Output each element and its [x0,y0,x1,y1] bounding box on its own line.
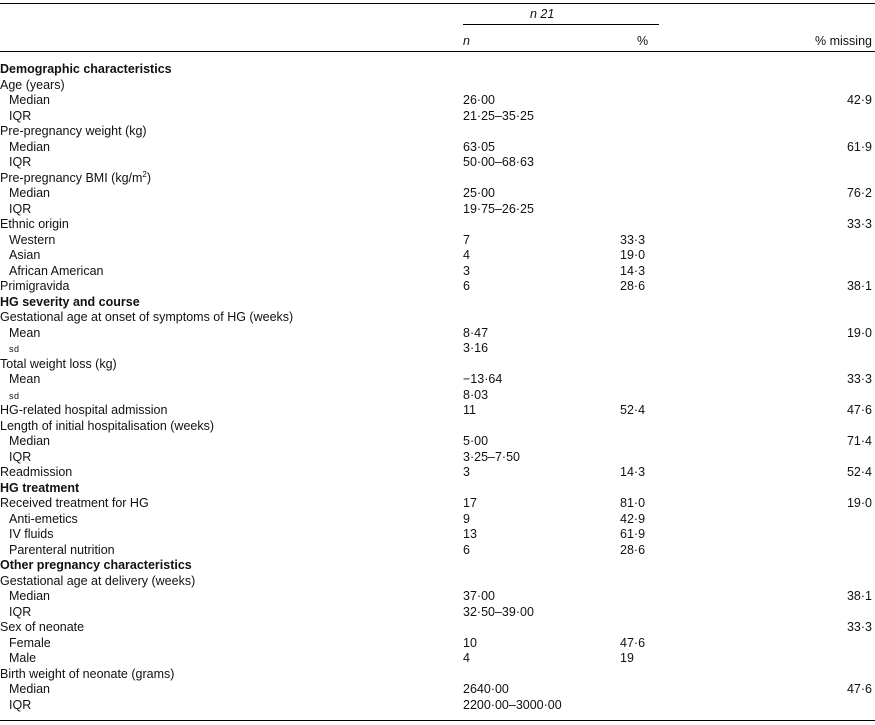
cell-percent: 33·3 [620,232,646,247]
row-label-text: Sex of neonate [0,620,85,634]
table-row [0,233,875,249]
table-row [0,326,875,342]
row-label [0,620,84,636]
cell-missing: 47·6 [846,403,872,417]
table-row [0,434,875,450]
cell-percent: 81·0 [620,496,646,510]
cell-missing: 33·3 [846,217,872,231]
row-label [9,186,50,202]
cell-n: 32·50–39·00 [463,604,534,619]
row-label [0,419,214,435]
header-n-total-text: n 21 [530,7,555,21]
row-label [0,574,195,590]
cell-missing: 19·0 [846,496,872,510]
row-label-text: HG-related hospital admission [0,403,168,417]
row-label-end: ) [146,170,152,185]
table-row [0,682,875,698]
row-label-text: IQR [9,604,32,619]
row-label [9,155,31,171]
row-label-text: sd [9,344,20,354]
cell-percent: 19 [620,651,634,665]
row-label [9,109,31,125]
table-row [0,605,875,621]
row-label [9,605,31,621]
row-label-text: Mean [9,372,41,386]
row-label-text: sd [9,390,20,401]
row-label [0,171,151,187]
cell-n: 9 [463,511,470,526]
row-label-text: IQR [9,697,32,712]
cell-n: −13·64 [463,372,503,386]
cell-missing: 61·9 [846,139,872,154]
table-row [0,698,875,714]
row-label [9,326,40,342]
row-label-text: Parenteral nutrition [9,542,115,557]
cell-percent: 14·3 [620,263,646,278]
cell-n: 50·00–68·63 [463,155,534,169]
row-label-text: Other pregnancy characteristics [0,558,192,572]
cell-n: 17 [463,496,477,510]
row-label-text: IV fluids [9,527,54,541]
row-label-text: Gestational age at onset of symptoms of HG (weeks) [0,310,294,324]
row-label-text: HG severity and course [0,294,140,309]
row-label [0,62,172,78]
table-row [0,651,875,667]
row-label-text: Median [9,93,50,107]
cell-n: 63·05 [463,139,495,154]
row-label [9,140,50,156]
cell-n: 4 [463,651,470,665]
row-label-text: Female [9,635,51,650]
table-row [0,574,875,590]
cell-percent: 42·9 [620,511,646,526]
table-row [0,202,875,218]
row-label-text: Median [9,434,50,448]
header-n [463,33,470,49]
cell-n: 3 [463,465,470,479]
row-label [9,388,20,405]
row-label-text: IQR [9,155,32,169]
cell-percent: 61·9 [620,527,646,541]
row-label-text: Median [9,186,50,200]
table-row [0,527,875,543]
cell-n: 2200·00–3000·00 [463,697,562,712]
header-n-rule [463,24,659,25]
row-label [9,651,36,667]
table-row [0,543,875,559]
cell-n: 8·47 [463,325,489,340]
row-label [9,341,20,358]
table-row [0,388,875,404]
cell-missing: 19·0 [846,325,872,340]
cell-percent: 47·6 [620,635,646,650]
row-label [9,589,50,605]
cell-missing: 38·1 [846,279,872,293]
table-row [0,248,875,264]
row-label-text: Median [9,682,50,696]
table-row [0,667,875,683]
cell-missing: 47·6 [846,682,872,696]
cell-missing: 38·1 [846,589,872,603]
row-label [9,682,50,698]
row-label [9,527,53,543]
row-label [0,667,174,683]
section-header-row [0,558,875,574]
row-label-text: Birth weight of neonate (grams) [0,666,175,681]
table-row [0,496,875,512]
cell-missing: 33·3 [846,372,872,386]
row-label-text: Median [9,139,50,154]
cell-n: 4 [463,248,470,262]
cell-n: 5·00 [463,434,489,448]
row-label-text: Readmission [0,465,73,479]
row-label-text: Primigravida [0,279,70,293]
section-header-row [0,481,875,497]
cell-n: 3·25–7·50 [463,449,520,464]
cell-missing: 52·4 [846,465,872,479]
header-n-text: n [463,34,470,48]
row-label-text: HG treatment [0,480,80,495]
row-label-text: Length of initial hospitalisation (weeks) [0,418,215,433]
row-label [0,465,72,481]
cell-percent: 14·3 [620,465,646,479]
table-row [0,279,875,295]
cell-n: 19·75–26·25 [463,201,534,216]
table-row [0,78,875,94]
cell-n: 3 [463,263,470,278]
cell-percent: 19·0 [620,248,646,262]
row-label-text: IQR [9,108,32,123]
header-bottom-rule [0,51,875,52]
table-row [0,450,875,466]
cell-n: 6 [463,542,470,557]
table-row [0,465,875,481]
row-label [9,450,31,466]
table-row [0,109,875,125]
row-label [9,248,40,264]
table-row [0,589,875,605]
table-row [0,636,875,652]
cell-percent: 28·6 [620,542,646,557]
cell-n: 2640·00 [463,682,509,696]
table-row [0,620,875,636]
row-label-text: Anti-emetics [9,511,78,526]
row-label-text: Mean [9,325,41,340]
row-label-text: Western [9,232,56,247]
row-label-text: Asian [9,248,41,262]
row-label [9,698,31,714]
table-row [0,217,875,233]
row-label [9,543,115,559]
row-label-text: Median [9,589,50,603]
row-label [9,264,103,280]
row-label-text: Demographic characteristics [0,62,172,76]
row-label-text: IQR [9,201,32,216]
cell-missing: 33·3 [846,620,872,634]
row-label [9,434,50,450]
row-label-text: IQR [9,449,32,464]
row-label [0,357,117,373]
cell-n: 3·16 [463,341,489,355]
table-bottom-rule [0,720,875,721]
table-row [0,124,875,140]
cell-missing: 71·4 [846,434,872,448]
table-row [0,264,875,280]
cell-percent: 52·4 [620,403,646,417]
row-label [0,403,167,419]
row-label [9,93,50,109]
row-label-text: Ethnic origin [0,217,69,231]
row-label-text: Male [9,651,37,665]
row-label [0,279,69,295]
row-label-text: African American [9,263,104,278]
cell-n: 25·00 [463,186,495,200]
row-label [0,558,192,574]
table-row [0,171,875,187]
cell-n: 6 [463,279,470,293]
row-label [0,124,147,140]
row-label [0,496,149,512]
cell-missing: 76·2 [846,186,872,200]
cell-percent: 28·6 [620,279,646,293]
header-n-total [530,6,554,22]
cell-n: 10 [463,635,477,650]
header-pct: % [637,34,649,48]
row-label-text: Gestational age at delivery (weeks) [0,573,196,588]
row-label [0,217,69,233]
table-row [0,341,875,357]
row-label [9,202,31,218]
table-top-rule [0,3,875,4]
table-row [0,93,875,109]
row-label [0,481,79,497]
cell-n: 26·00 [463,93,495,107]
table-row [0,372,875,388]
row-label [9,512,78,528]
row-label [9,636,51,652]
row-label-text: Total weight loss (kg) [0,356,117,371]
table-row [0,357,875,373]
table-row [0,512,875,528]
row-label [9,372,40,388]
row-label [0,310,293,326]
cell-missing: 42·9 [846,93,872,107]
cell-n: 7 [463,232,470,247]
cell-n: 13 [463,527,477,541]
row-label [9,233,55,249]
table-row [0,155,875,171]
cell-n: 11 [463,403,476,417]
row-label [0,78,65,94]
table-row [0,403,875,419]
row-label-text: Received treatment for HG [0,496,149,510]
table-row [0,186,875,202]
cell-n: 8·03 [463,387,489,402]
cell-n: 37·00 [463,589,495,603]
row-label-text: Age (years) [0,77,65,92]
header-missing: % missing [815,34,872,48]
row-label-text: Pre-pregnancy weight (kg) [0,124,147,138]
section-header-row [0,62,875,78]
row-label-superscript: 2 [142,169,147,179]
row-label-text: Pre-pregnancy BMI (kg/m [0,170,143,185]
table-body [0,62,875,713]
section-header-row [0,295,875,311]
cell-n: 21·25–35·25 [463,108,534,123]
table-row [0,310,875,326]
table-row [0,419,875,435]
table-row [0,140,875,156]
row-label [0,295,140,311]
